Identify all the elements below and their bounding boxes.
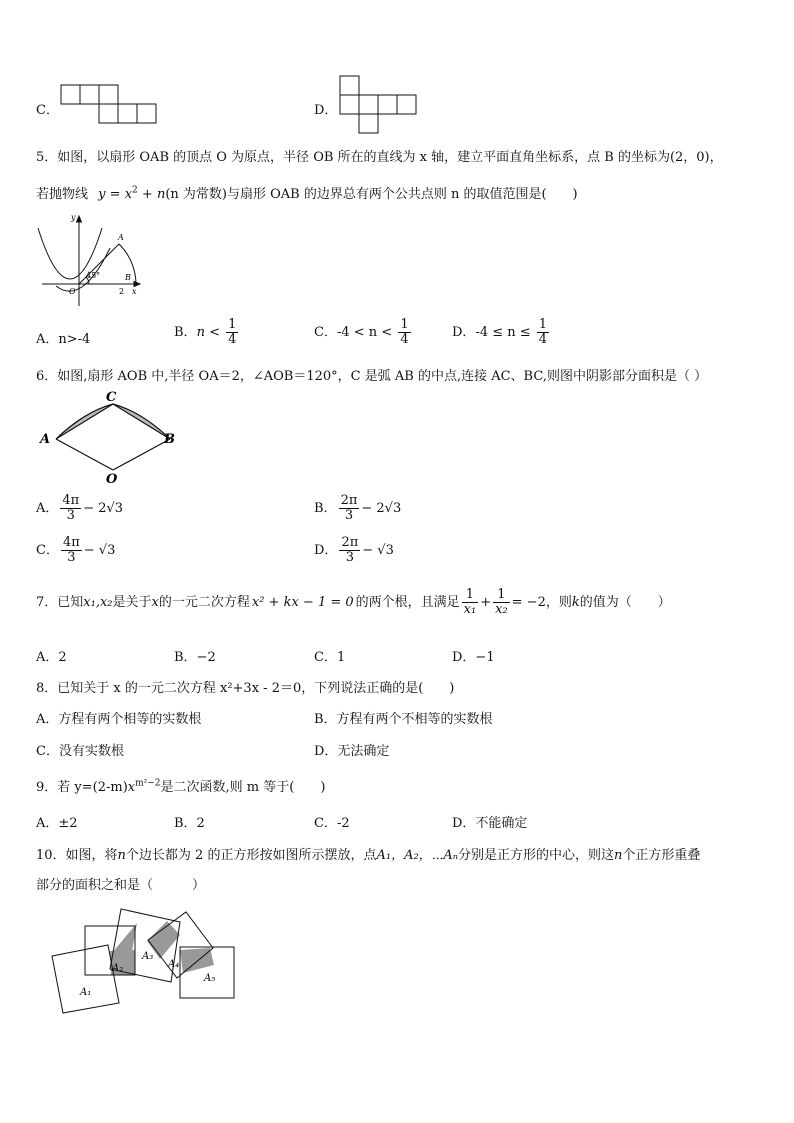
q5-fig-y-label: y [71,213,76,222]
q5-fig-x-label: x [132,287,137,296]
q7-option-b: B．−2 [174,650,216,665]
q8-option-a: A．方程有两个相等的实数根 [36,712,202,727]
q10-fig-a4-label: A₄ [168,959,180,970]
q6-fig-c-label: C [106,390,117,405]
q6-fig-a-label: A [40,432,51,447]
q6-sector-figure [36,390,186,487]
q6-option-b: B． $\frac{2\pi}{3}$ − 2√3 [314,493,402,523]
q5-stem-line1: 5．如图，以扇形 OAB 的顶点 O 为原点，半径 OB 所在的直线为 x 轴，建立平面直角坐标系，点 B 的坐标为(2，0)， [36,150,723,165]
q10-fig-a2-label: A₂ [112,963,124,974]
q10-overlapping-squares-figure [50,905,240,1013]
q4-option-d-label: D． [314,103,338,118]
q7-option-a: A．2 [36,650,67,665]
q10-fig-a3-label: A₃ [142,951,154,962]
q4-option-c-net-figure [60,84,160,126]
q6-fig-o-label: O [106,472,118,487]
q8-option-d: D．无法确定 [314,744,390,759]
q6-fig-b-label: B [164,432,175,447]
q9-stem: 9．若 $y=(2-m)x^{m^2-2}$是二次函数,则 m 等于( ) [36,778,326,795]
q5-fig-a-label: A [118,233,124,242]
q5-fig-two-label: 2 [119,287,125,296]
q10-stem-line2: 部分的面积之和是（ ） [36,878,206,893]
q9-option-d: D．不能确定 [452,816,528,831]
q4-option-d-net-figure [338,75,418,135]
q4-option-c-label: C． [36,103,59,118]
q7-stem: 7．已知x₁,x₂是关于x的一元二次方程 x² + kx − 1 = 0 的两个根，且满足 $\frac{1}{\text{x₁}}$ + $\frac{1}{\text{x₂}}$ = −2，则k的值为（ ） [36,587,671,617]
q7-option-d: D．−1 [452,650,495,665]
q5-option-b: B．n < $\frac{1}{4}$ [174,317,237,347]
q8-option-b: B．方程有两个不相等的实数根 [314,712,493,727]
q6-stem: 6．如图,扇形 AOB 中,半径 OA＝2，∠AOB＝120°，C 是弧 AB 的中点,连接 AC、BC,则图中阴影部分面积是（ ） [36,369,708,384]
q8-option-c: C．没有实数根 [36,744,124,759]
q5-option-d: D．-4 ≤ n ≤ $\frac{1}{4}$ [452,317,548,347]
q8-stem: 8．已知关于 x 的一元二次方程 x²+3x - 2＝0，下列说法正确的是( ) [36,681,455,696]
q9-option-c: C．-2 [314,816,350,831]
q5-stem-line2: 若抛物线 $y = x^2 + n(n$ 为常数)与扇形 OAB 的边界总有两个公共点则 n 的取值范围是( ) [36,185,578,202]
q5-parabola-sector-figure [36,208,146,308]
q9-option-a: A．±2 [36,816,78,831]
q10-stem-line1: 10．如图，将n个边长都为 2 的正方形按如图所示摆放，点A₁，A₂，⋯Aₙ分别是正方形的中心，则这n个正方形重叠 [36,848,701,863]
q5-fig-angle-label: 45° [86,271,101,280]
q9-option-b: B．2 [174,816,205,831]
q7-option-c: C．1 [314,650,346,665]
q6-option-c: C． $\frac{4\pi}{3}$ − √3 [36,535,116,565]
q6-option-a: A． $\frac{4\pi}{3}$ − 2√3 [36,493,124,523]
q5-fig-o-label: O [69,287,76,296]
q5-fig-b-label: B [125,273,131,282]
q5-option-c: C．-4 < n < $\frac{1}{4}$ [314,317,409,347]
q10-fig-a1-label: A₁ [80,987,92,998]
q6-option-d: D． $\frac{2\pi}{3}$ − √3 [314,535,394,565]
q10-fig-a5-label: A₅ [204,973,216,984]
q5-option-a: A．n>-4 [36,332,91,347]
